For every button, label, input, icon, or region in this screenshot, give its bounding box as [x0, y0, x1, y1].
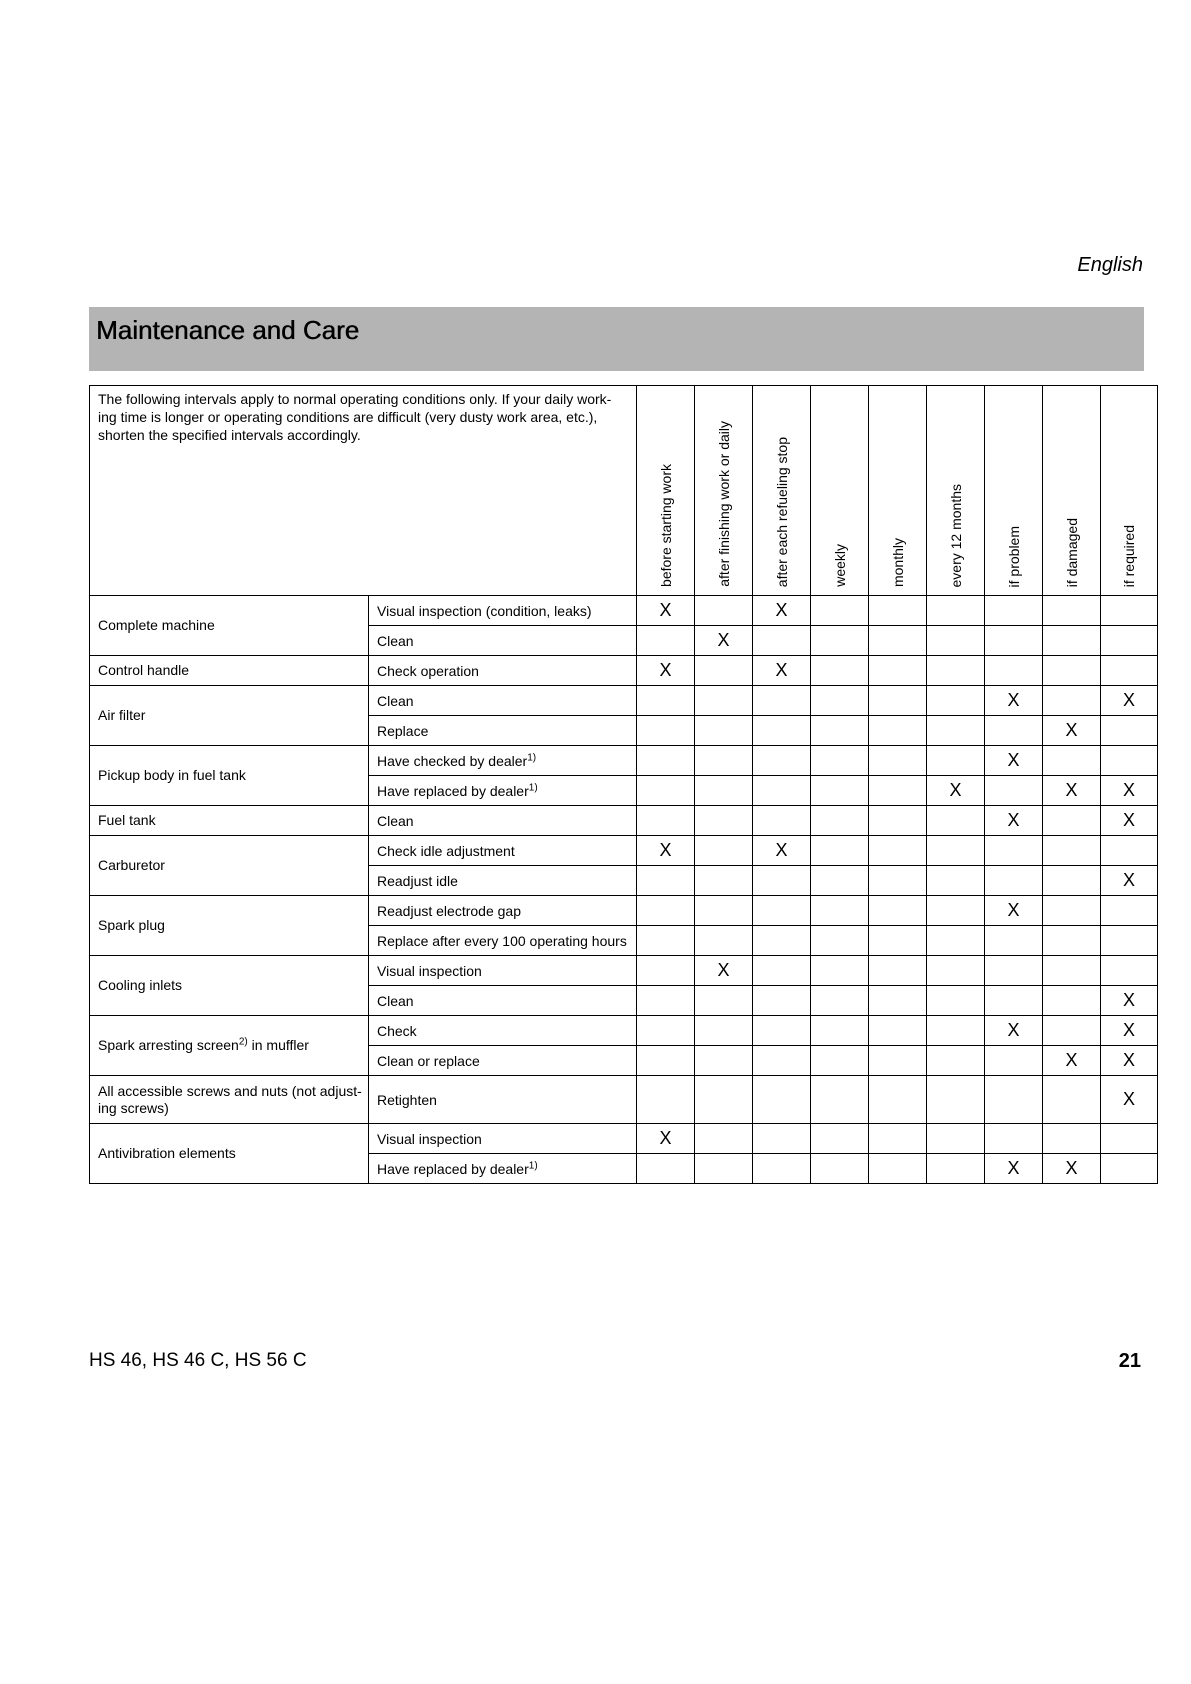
interval-mark-cell	[1101, 656, 1158, 686]
interval-mark-cell	[811, 896, 869, 926]
component-cell	[90, 956, 369, 1016]
interval-mark-cell	[1043, 836, 1101, 866]
interval-mark-cell	[811, 1124, 869, 1154]
interval-mark-cell	[811, 776, 869, 806]
interval-mark-cell	[869, 716, 927, 746]
interval-mark-cell: X	[695, 956, 753, 986]
task-cell	[369, 926, 637, 956]
task-cell	[369, 1154, 637, 1184]
interval-mark-cell	[1101, 596, 1158, 626]
interval-mark-cell	[753, 1046, 811, 1076]
interval-mark-cell	[1043, 1124, 1101, 1154]
interval-mark-cell: X	[695, 626, 753, 656]
interval-mark-cell	[695, 656, 753, 686]
interval-mark-cell	[811, 1046, 869, 1076]
task-label: Visual inspection	[377, 1130, 482, 1147]
language-label: English	[1077, 254, 1143, 276]
interval-mark-cell	[637, 686, 695, 716]
table-row	[90, 1076, 1158, 1124]
interval-mark-cell: X	[927, 776, 985, 806]
task-label: Have replaced by dealer	[377, 782, 529, 799]
table-row	[90, 836, 1158, 866]
task-label: Clean or replace	[377, 1052, 480, 1069]
interval-mark-cell	[695, 986, 753, 1016]
task-label: Clean	[377, 632, 414, 649]
component-cell	[90, 686, 369, 746]
task-cell	[369, 746, 637, 776]
interval-mark-cell	[927, 986, 985, 1016]
component-label-suffix: in muffler	[247, 1037, 309, 1053]
column-header-label: monthly	[889, 537, 906, 587]
column-header	[637, 386, 695, 596]
interval-mark-cell	[927, 746, 985, 776]
interval-mark-cell	[811, 626, 869, 656]
component-label: Carburetor	[98, 857, 165, 873]
table-row	[90, 806, 1158, 836]
interval-mark-cell	[1101, 896, 1158, 926]
table-header-row	[90, 386, 1158, 596]
interval-mark-cell	[637, 1076, 695, 1124]
interval-mark-cell	[811, 686, 869, 716]
task-label: Replace	[377, 722, 429, 739]
component-cell	[90, 1016, 369, 1076]
interval-mark-cell	[985, 986, 1043, 1016]
task-label: Check	[377, 1022, 417, 1039]
interval-mark-cell	[869, 1154, 927, 1184]
interval-mark-cell	[985, 1076, 1043, 1124]
interval-mark-cell	[695, 926, 753, 956]
table-row	[90, 656, 1158, 686]
interval-mark-cell: X	[1101, 866, 1158, 896]
interval-mark-cell: X	[985, 1154, 1043, 1184]
interval-mark-cell	[927, 716, 985, 746]
task-cell	[369, 1124, 637, 1154]
interval-mark-cell	[985, 656, 1043, 686]
column-header-label: after each refueling stop	[773, 436, 790, 587]
interval-mark-cell	[927, 866, 985, 896]
component-label: All accessible screws and nuts (not adjust-ing screws)	[98, 1082, 362, 1116]
interval-mark-cell	[695, 806, 753, 836]
interval-mark-cell	[985, 1046, 1043, 1076]
interval-mark-cell	[869, 896, 927, 926]
interval-mark-cell	[1101, 626, 1158, 656]
task-cell	[369, 956, 637, 986]
component-label: Spark arresting screen	[98, 1037, 239, 1053]
interval-mark-cell	[811, 986, 869, 1016]
component-label: Complete machine	[98, 617, 215, 633]
task-cell	[369, 836, 637, 866]
interval-mark-cell	[637, 1046, 695, 1076]
interval-mark-cell: X	[1101, 1046, 1158, 1076]
interval-mark-cell	[927, 596, 985, 626]
interval-mark-cell	[927, 1124, 985, 1154]
task-label: Visual inspection (condition, leaks)	[377, 602, 592, 619]
interval-mark-cell	[869, 986, 927, 1016]
interval-mark-cell	[637, 776, 695, 806]
component-cell	[90, 746, 369, 806]
interval-mark-cell	[869, 1124, 927, 1154]
interval-mark-cell	[811, 806, 869, 836]
column-header-label: every 12 months	[947, 483, 964, 587]
interval-mark-cell	[869, 686, 927, 716]
interval-mark-cell	[985, 716, 1043, 746]
interval-mark-cell	[1043, 626, 1101, 656]
component-label: Pickup body in fuel tank	[98, 767, 246, 783]
task-label: Check idle adjustment	[377, 842, 515, 859]
interval-mark-cell	[1101, 926, 1158, 956]
interval-mark-cell	[753, 1076, 811, 1124]
maintenance-table	[89, 385, 1158, 1184]
interval-mark-cell: X	[753, 656, 811, 686]
interval-mark-cell	[637, 896, 695, 926]
interval-mark-cell	[927, 626, 985, 656]
interval-mark-cell	[985, 866, 1043, 896]
interval-mark-cell	[1043, 956, 1101, 986]
interval-mark-cell	[985, 626, 1043, 656]
interval-mark-cell	[695, 716, 753, 746]
task-cell	[369, 776, 637, 806]
interval-mark-cell	[927, 956, 985, 986]
task-label: Have replaced by dealer	[377, 1160, 529, 1177]
interval-mark-cell	[985, 776, 1043, 806]
task-label: Have checked by dealer	[377, 752, 528, 769]
task-label: Retighten	[377, 1091, 437, 1108]
task-cell	[369, 596, 637, 626]
table-row	[90, 1124, 1158, 1154]
interval-mark-cell	[1043, 926, 1101, 956]
column-header	[1043, 386, 1101, 596]
interval-mark-cell	[637, 926, 695, 956]
column-header	[695, 386, 753, 596]
component-label: Spark plug	[98, 917, 165, 933]
interval-mark-cell	[1043, 596, 1101, 626]
interval-mark-cell: X	[985, 686, 1043, 716]
interval-mark-cell	[695, 1046, 753, 1076]
interval-mark-cell	[927, 656, 985, 686]
interval-mark-cell: X	[1101, 686, 1158, 716]
interval-mark-cell	[637, 956, 695, 986]
interval-mark-cell: X	[1043, 776, 1101, 806]
interval-mark-cell: X	[985, 896, 1043, 926]
task-label: Clean	[377, 992, 414, 1009]
task-cell	[369, 716, 637, 746]
interval-mark-cell: X	[753, 836, 811, 866]
interval-mark-cell	[1043, 896, 1101, 926]
component-cell	[90, 656, 369, 686]
table-row	[90, 896, 1158, 926]
interval-mark-cell	[869, 596, 927, 626]
interval-mark-cell	[695, 866, 753, 896]
component-cell	[90, 1124, 369, 1184]
interval-mark-cell	[869, 746, 927, 776]
interval-mark-cell	[753, 626, 811, 656]
task-label: Readjust idle	[377, 872, 458, 889]
interval-mark-cell	[985, 1124, 1043, 1154]
interval-mark-cell	[1043, 986, 1101, 1016]
interval-mark-cell	[927, 1076, 985, 1124]
interval-mark-cell	[869, 836, 927, 866]
footnote-ref: 1)	[527, 751, 537, 763]
table-row	[90, 596, 1158, 626]
task-cell	[369, 656, 637, 686]
interval-mark-cell	[985, 836, 1043, 866]
interval-mark-cell: X	[753, 596, 811, 626]
interval-mark-cell	[1101, 716, 1158, 746]
column-header-label: weekly	[831, 544, 848, 587]
task-cell	[369, 686, 637, 716]
component-cell	[90, 836, 369, 896]
task-label: Replace after every 100 operating hours	[377, 932, 627, 949]
interval-mark-cell: X	[637, 596, 695, 626]
task-label: Readjust electrode gap	[377, 902, 521, 919]
interval-mark-cell	[1043, 806, 1101, 836]
task-cell	[369, 1076, 637, 1124]
interval-mark-cell	[1043, 1016, 1101, 1046]
interval-mark-cell	[1043, 656, 1101, 686]
task-cell	[369, 1016, 637, 1046]
interval-mark-cell	[927, 1046, 985, 1076]
interval-mark-cell	[869, 776, 927, 806]
maintenance-table-body	[90, 386, 1158, 1184]
interval-mark-cell	[811, 926, 869, 956]
interval-mark-cell	[811, 716, 869, 746]
interval-mark-cell	[869, 806, 927, 836]
page-number: 21	[1118, 1350, 1141, 1372]
interval-mark-cell	[811, 746, 869, 776]
interval-mark-cell	[753, 956, 811, 986]
interval-mark-cell	[927, 836, 985, 866]
section-title-bar	[89, 307, 1144, 371]
page-title: Maintenance and Care	[96, 315, 360, 345]
task-label: Clean	[377, 692, 414, 709]
interval-mark-cell	[637, 716, 695, 746]
interval-mark-cell	[985, 926, 1043, 956]
task-cell	[369, 866, 637, 896]
column-header-label: if damaged	[1063, 517, 1080, 587]
task-cell	[369, 1046, 637, 1076]
interval-mark-cell	[811, 866, 869, 896]
footnote-ref: 2)	[238, 1036, 248, 1048]
interval-mark-cell	[811, 956, 869, 986]
column-header	[869, 386, 927, 596]
interval-mark-cell	[1101, 836, 1158, 866]
intro-text: The following intervals apply to normal operating conditions only. If your daily work-ing time is longer or operating conditions are difficult (very dusty work area, etc.), shorten the specified intervals accordingly.	[90, 386, 637, 596]
interval-mark-cell	[1101, 956, 1158, 986]
interval-mark-cell	[1043, 746, 1101, 776]
interval-mark-cell	[811, 1154, 869, 1184]
task-label: Check operation	[377, 662, 479, 679]
interval-mark-cell: X	[1101, 806, 1158, 836]
interval-mark-cell	[869, 1016, 927, 1046]
interval-mark-cell: X	[985, 1016, 1043, 1046]
interval-mark-cell	[753, 686, 811, 716]
interval-mark-cell	[753, 866, 811, 896]
column-header	[985, 386, 1043, 596]
interval-mark-cell	[637, 1154, 695, 1184]
interval-mark-cell	[927, 686, 985, 716]
task-cell	[369, 806, 637, 836]
interval-mark-cell	[637, 746, 695, 776]
interval-mark-cell: X	[637, 656, 695, 686]
interval-mark-cell	[869, 956, 927, 986]
interval-mark-cell: X	[1043, 1154, 1101, 1184]
column-header	[1101, 386, 1158, 596]
interval-mark-cell	[753, 926, 811, 956]
component-label: Cooling inlets	[98, 977, 183, 993]
interval-mark-cell	[695, 836, 753, 866]
interval-mark-cell	[695, 1154, 753, 1184]
footnote-ref: 1)	[528, 781, 538, 793]
interval-mark-cell	[927, 1016, 985, 1046]
column-header-label: after finishing work or daily	[715, 421, 732, 587]
interval-mark-cell	[1043, 686, 1101, 716]
column-header	[811, 386, 869, 596]
interval-mark-cell: X	[637, 1124, 695, 1154]
interval-mark-cell	[985, 596, 1043, 626]
task-label: Clean	[377, 812, 414, 829]
component-cell	[90, 596, 369, 656]
interval-mark-cell	[637, 626, 695, 656]
interval-mark-cell	[1101, 746, 1158, 776]
interval-mark-cell	[753, 806, 811, 836]
interval-mark-cell	[811, 1016, 869, 1046]
interval-mark-cell: X	[1043, 716, 1101, 746]
interval-mark-cell	[695, 1076, 753, 1124]
column-header-label: if required	[1121, 524, 1138, 587]
interval-mark-cell	[869, 656, 927, 686]
interval-mark-cell: X	[1101, 986, 1158, 1016]
interval-mark-cell: X	[1043, 1046, 1101, 1076]
interval-mark-cell	[695, 746, 753, 776]
interval-mark-cell	[869, 1076, 927, 1124]
interval-mark-cell	[811, 836, 869, 866]
interval-mark-cell	[753, 746, 811, 776]
interval-mark-cell	[753, 896, 811, 926]
interval-mark-cell	[869, 1046, 927, 1076]
component-label: Air filter	[98, 707, 146, 723]
interval-mark-cell	[695, 776, 753, 806]
interval-mark-cell	[1101, 1154, 1158, 1184]
interval-mark-cell	[869, 866, 927, 896]
interval-mark-cell: X	[1101, 1076, 1158, 1124]
interval-mark-cell	[1043, 866, 1101, 896]
interval-mark-cell	[753, 716, 811, 746]
interval-mark-cell	[695, 596, 753, 626]
component-cell	[90, 1076, 369, 1124]
component-label: Control handle	[98, 662, 190, 678]
interval-mark-cell	[811, 1076, 869, 1124]
footnote-ref: 1)	[528, 1159, 538, 1171]
interval-mark-cell	[695, 1124, 753, 1154]
interval-mark-cell	[637, 986, 695, 1016]
component-cell	[90, 896, 369, 956]
interval-mark-cell	[753, 986, 811, 1016]
table-row	[90, 956, 1158, 986]
interval-mark-cell	[637, 1016, 695, 1046]
table-row	[90, 1016, 1158, 1046]
component-label: Antivibration elements	[98, 1145, 236, 1161]
interval-mark-cell	[811, 596, 869, 626]
interval-mark-cell	[753, 1124, 811, 1154]
interval-mark-cell: X	[637, 836, 695, 866]
task-label: Visual inspection	[377, 962, 482, 979]
interval-mark-cell	[927, 1154, 985, 1184]
interval-mark-cell	[695, 1016, 753, 1046]
interval-mark-cell: X	[1101, 1016, 1158, 1046]
interval-mark-cell	[927, 926, 985, 956]
interval-mark-cell	[695, 686, 753, 716]
interval-mark-cell	[927, 896, 985, 926]
interval-mark-cell	[695, 896, 753, 926]
interval-mark-cell	[753, 776, 811, 806]
task-cell	[369, 626, 637, 656]
component-label: Fuel tank	[98, 812, 156, 828]
interval-mark-cell	[869, 626, 927, 656]
interval-mark-cell: X	[1101, 776, 1158, 806]
task-cell	[369, 896, 637, 926]
table-row	[90, 686, 1158, 716]
component-cell	[90, 806, 369, 836]
interval-mark-cell: X	[985, 746, 1043, 776]
interval-mark-cell	[753, 1154, 811, 1184]
interval-mark-cell	[985, 956, 1043, 986]
interval-mark-cell	[1043, 1076, 1101, 1124]
interval-mark-cell	[811, 656, 869, 686]
interval-mark-cell	[1101, 1124, 1158, 1154]
interval-mark-cell	[637, 866, 695, 896]
footer-model: HS 46, HS 46 C, HS 56 C	[89, 1350, 307, 1371]
interval-mark-cell	[869, 926, 927, 956]
interval-mark-cell	[753, 1016, 811, 1046]
column-header	[753, 386, 811, 596]
task-cell	[369, 986, 637, 1016]
interval-mark-cell	[637, 806, 695, 836]
interval-mark-cell: X	[985, 806, 1043, 836]
column-header-label: before starting work	[657, 464, 674, 587]
column-header	[927, 386, 985, 596]
table-row	[90, 746, 1158, 776]
column-header-label: if problem	[1005, 525, 1022, 587]
interval-mark-cell	[927, 806, 985, 836]
